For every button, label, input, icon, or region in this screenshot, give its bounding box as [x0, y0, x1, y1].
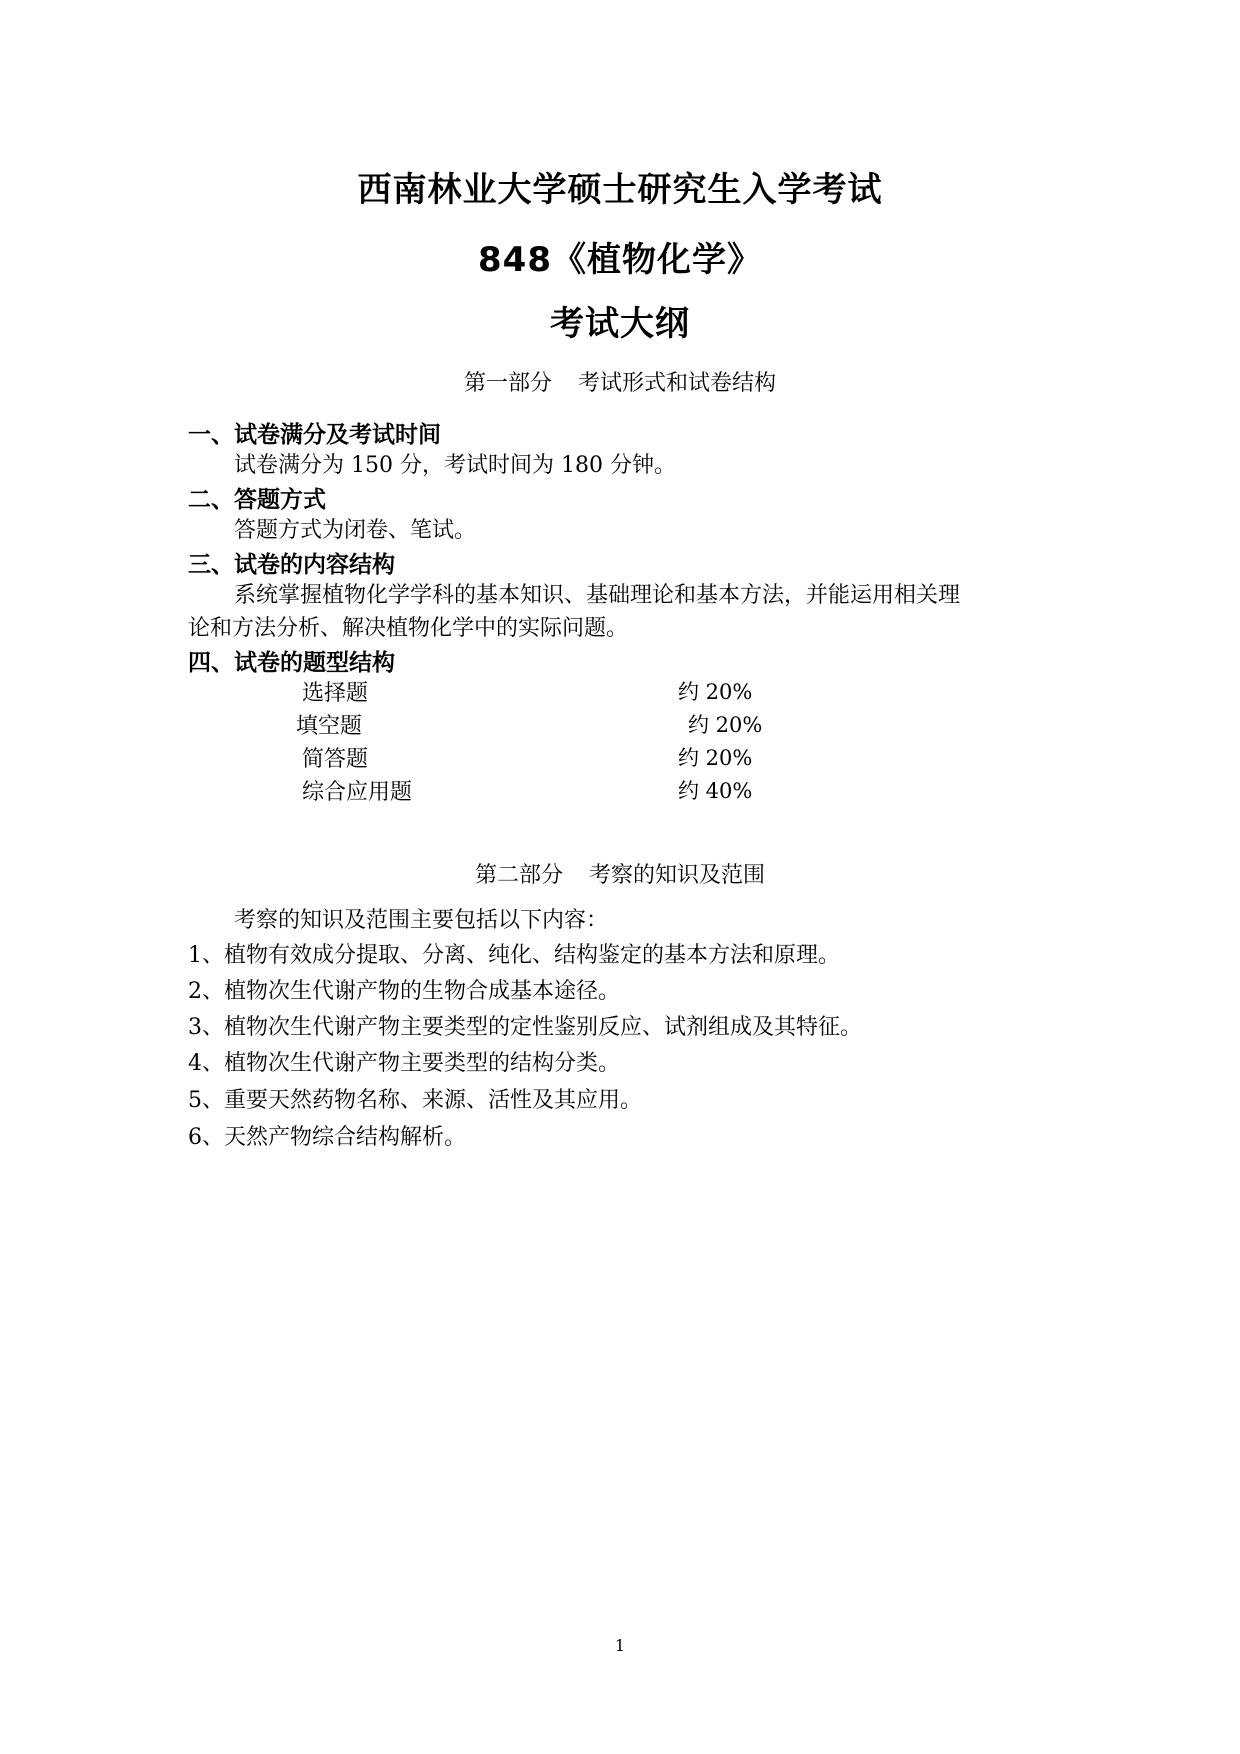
section2-heading: 二、答题方式	[188, 487, 326, 513]
knowledge-item: 1、植物有效成分提取、分离、纯化、结构鉴定的基本方法和原理。	[188, 943, 840, 968]
knowledge-item: 5、重要天然药物名称、来源、活性及其应用。	[188, 1088, 642, 1113]
knowledge-item: 6、天然产物综合结构解析。	[188, 1125, 466, 1150]
part1-title: 考试形式和试卷结构	[578, 371, 777, 396]
document-title-line2: 848《植物化学》	[478, 240, 762, 280]
question-type-percent: 约 20%	[678, 746, 753, 770]
section3-body-line1: 系统掌握植物化学学科的基本知识、基础理论和基本方法，并能运用相关理	[234, 583, 961, 608]
section3-body-line2: 论和方法分析、解决植物化学中的实际问题。	[188, 616, 629, 641]
section3-heading: 三、试卷的内容结构	[188, 552, 395, 578]
part1-heading	[0, 366, 1240, 397]
question-type-name: 综合应用题	[302, 780, 413, 805]
document-title-line1: 西南林业大学硕士研究生入学考试	[357, 170, 883, 210]
document-title-line3: 考试大纲	[550, 304, 690, 344]
question-type-name: 简答题	[302, 747, 369, 772]
question-type-name: 填空题	[296, 714, 363, 739]
knowledge-item: 4、植物次生代谢产物主要类型的结构分类。	[188, 1051, 620, 1076]
knowledge-item: 2、植物次生代谢产物的生物合成基本途径。	[188, 979, 620, 1004]
section1-body: 试卷满分为 150 分，考试时间为 180 分钟。	[234, 453, 676, 478]
part2-label: 第二部分	[474, 863, 563, 888]
question-type-percent: 约 40%	[678, 779, 753, 803]
part2-title: 考察的知识及范围	[589, 863, 766, 888]
page-number: 1	[614, 1636, 626, 1655]
part1-label: 第一部分	[463, 371, 552, 396]
section2-body: 答题方式为闭卷、笔试。	[234, 518, 477, 543]
section1-heading: 一、试卷满分及考试时间	[188, 422, 441, 448]
question-type-percent: 约 20%	[688, 713, 763, 737]
part2-intro: 考察的知识及范围主要包括以下内容：	[234, 908, 609, 933]
question-type-name: 选择题	[302, 681, 369, 706]
section4-heading: 四、试卷的题型结构	[188, 650, 395, 676]
question-type-percent: 约 20%	[678, 680, 753, 704]
knowledge-item: 3、植物次生代谢产物主要类型的定性鉴别反应、试剂组成及其特征。	[188, 1015, 862, 1040]
part2-heading	[0, 858, 1240, 889]
